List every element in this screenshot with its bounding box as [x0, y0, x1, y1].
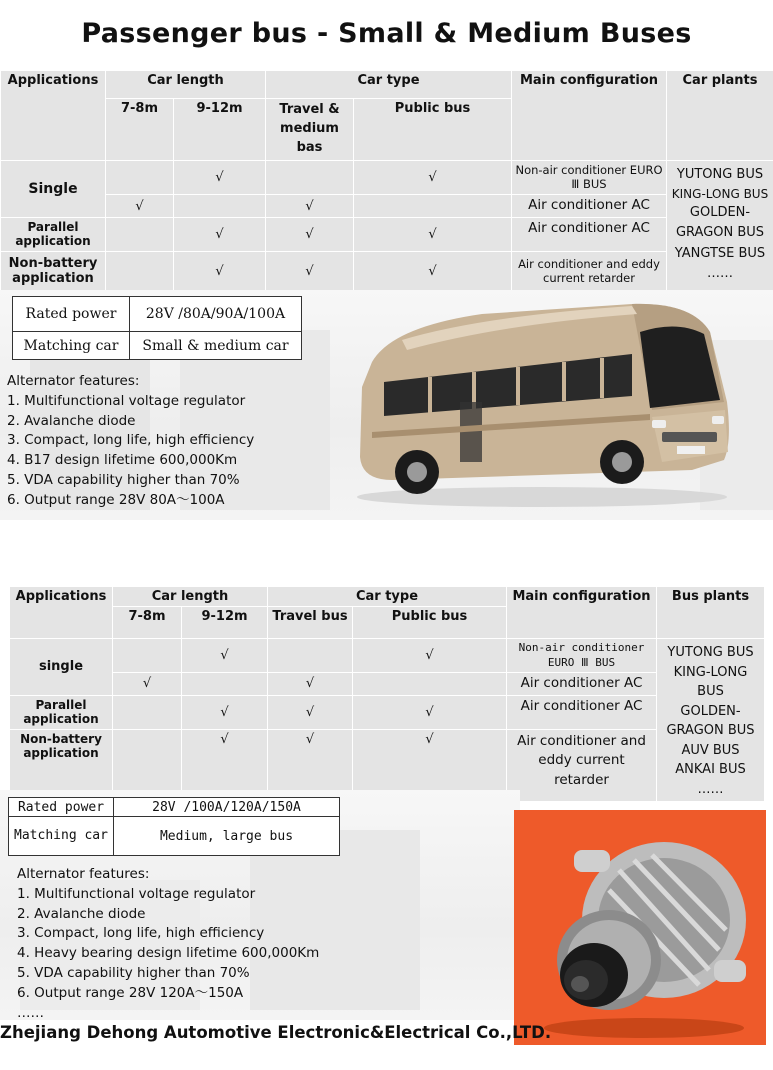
cell-type-public: √ [354, 160, 512, 195]
feature-item: 5. VDA capability higher than 70% [7, 471, 240, 488]
feature-item: 1. Multifunctional voltage regulator [17, 885, 256, 902]
table-row [10, 673, 765, 696]
header-applications: Applications [10, 587, 113, 639]
header-length-9-12m: 9-12m [174, 99, 266, 161]
feature-item: 2. Avalanche diode [7, 412, 136, 429]
rated-power-table [8, 797, 340, 856]
cell-type-travel [266, 160, 354, 195]
header-applications: Applications [1, 71, 106, 161]
spec-table-medium-large [9, 586, 765, 802]
page-title: Passenger bus - Small & Medium Buses [81, 18, 692, 49]
feature-item: 3. Compact, long life, high efficiency [7, 432, 255, 449]
plant-item: …… [697, 781, 724, 797]
feature-item: 4. B17 design lifetime 600,000Km [7, 452, 238, 469]
header-type-public: Public bus [354, 99, 512, 161]
cell-length-7-8m [106, 160, 174, 195]
cell-type-travel [268, 639, 353, 673]
matching-car-value: Small & medium car [130, 332, 302, 360]
rated-power-value: 28V /80A/90A/100A [130, 297, 302, 332]
cell-length-9-12m: √ [182, 729, 268, 801]
cell-type-public: √ [353, 695, 507, 729]
cell-type-travel: √ [268, 695, 353, 729]
cell-type-public: √ [354, 251, 512, 291]
cell-length-9-12m: √ [182, 639, 268, 673]
header-main-configuration: Main configuration [512, 71, 667, 161]
cell-bus-plants [657, 639, 765, 802]
header-type-travel: Travel bus [268, 607, 353, 639]
cell-configuration: Air conditioner AC [507, 673, 657, 696]
row-application: single [10, 639, 113, 696]
table-row [1, 195, 773, 218]
header-length-7-8m: 7-8m [106, 99, 174, 161]
plant-item: ANKAI BUS [675, 762, 746, 777]
alternator-image [514, 810, 766, 1045]
header-car-plants: Car plants [667, 71, 773, 161]
cell-type-travel: √ [266, 251, 354, 291]
header-car-type: Car type [266, 71, 512, 99]
spec-table-small-medium [0, 70, 773, 292]
table-row [10, 695, 765, 729]
matching-car-label: Matching car [9, 817, 114, 856]
feature-item: 5. VDA capability higher than 70% [17, 964, 250, 981]
header-length-7-8m: 7-8m [113, 607, 182, 639]
cell-type-travel: √ [266, 195, 354, 218]
cell-configuration: Air conditioner AC [512, 195, 667, 218]
cell-type-public: √ [353, 639, 507, 673]
row-application: Parallel application [1, 217, 106, 251]
feature-item: …… [17, 1004, 44, 1021]
cell-length-9-12m: √ [174, 160, 266, 195]
cell-length-9-12m: √ [174, 217, 266, 251]
cell-configuration: Air conditioner AC [512, 217, 667, 251]
cell-type-public [354, 195, 512, 218]
plant-item: GRAGON BUS [666, 723, 755, 738]
feature-item: 3. Compact, long life, high efficiency [17, 925, 265, 942]
plant-item: KING-LONG [673, 664, 748, 680]
plant-item: GOLDEN- [680, 703, 741, 719]
cell-car-plants [667, 160, 773, 291]
header-main-configuration: Main configuration [507, 587, 657, 639]
rated-power-value: 28V /100A/120A/150A [114, 798, 340, 817]
row-application: Non-battery application [1, 251, 106, 291]
plant-item: YUTONG BUS [667, 645, 754, 660]
plant-item: KING-LONG BUS [671, 186, 769, 201]
cell-type-public: √ [354, 217, 512, 251]
cell-length-7-8m: √ [113, 673, 182, 696]
header-car-length: Car length [106, 71, 266, 99]
row-application: Parallel application [10, 695, 113, 729]
plant-item: BUS [697, 684, 724, 699]
cell-length-9-12m: √ [174, 251, 266, 291]
table-row [1, 217, 773, 251]
bus-image [332, 292, 745, 512]
cell-configuration: Air conditioner AC [507, 695, 657, 729]
cell-length-7-8m [106, 251, 174, 291]
alternator-features [7, 372, 254, 511]
cell-length-7-8m [113, 695, 182, 729]
header-type-travel: Travel & medium bas [266, 99, 354, 161]
rated-power-table [12, 296, 302, 360]
features-heading: Alternator features: [17, 866, 150, 882]
cell-length-7-8m [113, 639, 182, 673]
feature-item: 2. Avalanche diode [17, 905, 146, 922]
feature-item: 1. Multifunctional voltage regulator [7, 392, 246, 409]
header-bus-plants: Bus plants [657, 587, 765, 639]
company-footer: Zhejiang Dehong Automotive Electronic&Electrical Co.,LTD. [0, 1023, 552, 1042]
cell-type-travel: √ [268, 729, 353, 801]
alternator-features [17, 865, 319, 1023]
cell-length-7-8m: √ [106, 195, 174, 218]
matching-car-label: Matching car [13, 332, 130, 360]
row-application: Single [1, 160, 106, 217]
rated-power-label: Rated power [13, 297, 130, 332]
header-type-public: Public bus [353, 607, 507, 639]
cell-configuration: Non-air conditioner EURO Ⅲ BUS [507, 639, 657, 673]
feature-item: 6. Output range 28V 80A～100A [7, 491, 225, 508]
cell-length-9-12m [174, 195, 266, 218]
cell-configuration: Non-air conditioner EURO Ⅲ BUS [512, 160, 667, 195]
header-car-type: Car type [268, 587, 507, 607]
table-row [1, 160, 773, 195]
matching-car-value: Medium, large bus [114, 817, 340, 856]
table-row [10, 639, 765, 673]
cell-type-public [353, 673, 507, 696]
plant-item: …… [707, 265, 733, 281]
plant-item: AUV BUS [681, 742, 740, 758]
header-car-length: Car length [113, 587, 268, 607]
row-application: Non-battery application [10, 729, 113, 801]
plant-item: YUTONG BUS [676, 166, 764, 182]
rated-power-label: Rated power [9, 798, 114, 817]
table-row [1, 251, 773, 291]
plant-item: YANGTSE BUS [674, 245, 766, 261]
cell-type-travel: √ [266, 217, 354, 251]
cell-configuration: Air conditioner and eddy current retarder [507, 729, 657, 801]
cell-type-public: √ [353, 729, 507, 801]
cell-configuration: Air conditioner and eddy current retarder [512, 251, 667, 291]
cell-length-9-12m: √ [182, 695, 268, 729]
cell-type-travel: √ [268, 673, 353, 696]
features-heading: Alternator features: [7, 373, 140, 389]
cell-length-7-8m [106, 217, 174, 251]
cell-length-9-12m [182, 673, 268, 696]
feature-item: 4. Heavy bearing design lifetime 600,000Km [17, 945, 320, 962]
plant-item: GOLDEN- [689, 205, 751, 221]
plant-item: GRAGON BUS [675, 225, 765, 241]
header-length-9-12m: 9-12m [182, 607, 268, 639]
feature-item: 6. Output range 28V 120A～150A [17, 984, 244, 1001]
